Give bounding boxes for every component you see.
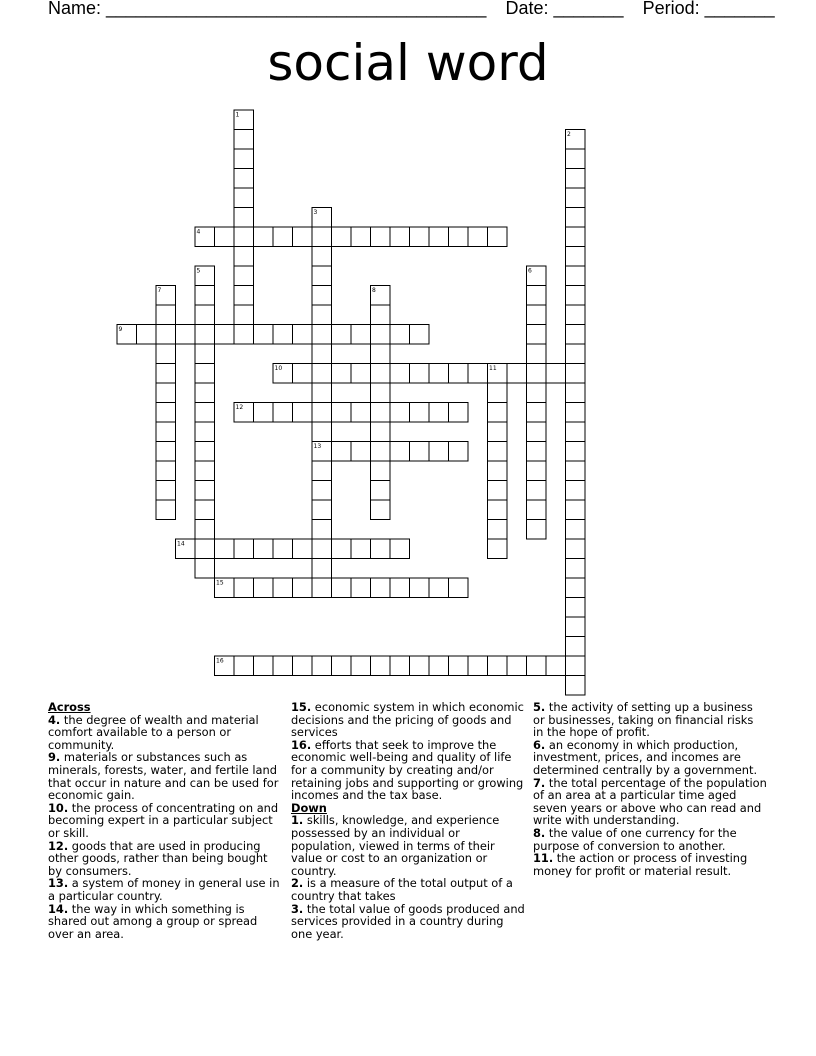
grid-cell[interactable] [371, 403, 391, 423]
clue-text: materials or substances such as minerals, forests, water, and fertile land that occur in nature and can be used for economic gain. [48, 750, 279, 803]
clue-number: 9. [48, 750, 61, 765]
grid-cell[interactable] [312, 539, 332, 559]
grid-cell[interactable] [390, 403, 410, 423]
clue-number: 7. [533, 775, 546, 790]
grid-cell[interactable] [410, 656, 430, 676]
grid-cell[interactable] [566, 598, 586, 618]
grid-cell[interactable] [566, 344, 586, 364]
grid-cell[interactable] [566, 266, 586, 286]
grid-cell[interactable] [410, 578, 430, 598]
clue-16 [291, 739, 525, 802]
grid-cell[interactable] [351, 325, 371, 345]
grid-cell[interactable] [273, 227, 293, 247]
clue-1 [291, 814, 525, 877]
grid-cell[interactable] [312, 422, 332, 442]
clue-number-label: 7 [157, 287, 162, 294]
clue-number-label: 12 [235, 404, 244, 411]
grid-cell[interactable] [273, 656, 293, 676]
clue-14 [48, 903, 282, 941]
grid-cell[interactable] [566, 403, 586, 423]
grid-cell[interactable] [488, 539, 508, 559]
grid-cell[interactable] [488, 383, 508, 403]
grid-cell[interactable] [371, 383, 391, 403]
grid-cell[interactable] [410, 227, 430, 247]
grid-cell[interactable] [156, 344, 176, 364]
grid-cell[interactable] [234, 208, 254, 228]
grid-cell[interactable] [312, 227, 332, 247]
clue-number-label: 16 [216, 657, 224, 665]
grid-cell[interactable] [312, 364, 332, 384]
grid-cell[interactable] [429, 656, 449, 676]
grid-cell[interactable] [312, 247, 332, 267]
grid-cell[interactable] [332, 442, 352, 462]
grid-cell[interactable] [371, 364, 391, 384]
clue-number: 3. [291, 901, 304, 916]
grid-cell[interactable] [449, 227, 469, 247]
across-heading: Across [48, 700, 91, 714]
grid-cell[interactable] [468, 364, 488, 384]
clue-number: 4. [48, 712, 61, 727]
grid-cell[interactable] [429, 578, 449, 598]
grid-cell[interactable] [566, 481, 586, 501]
clues-column-3 [533, 701, 767, 877]
grid-cell[interactable] [312, 403, 332, 423]
grid-cell[interactable] [312, 325, 332, 345]
grid-cell[interactable] [371, 500, 391, 520]
grid-cell[interactable] [195, 559, 215, 579]
clue-number-label: 2 [567, 131, 571, 138]
grid-cell[interactable] [449, 578, 469, 598]
grid-cell[interactable] [234, 656, 254, 676]
grid-cell[interactable] [195, 305, 215, 325]
grid-cell[interactable] [293, 656, 313, 676]
clue-text: a system of money in general use in a particular country. [48, 876, 280, 903]
grid-cell[interactable] [390, 656, 410, 676]
clue-number: 16. [291, 737, 312, 752]
grid-cell[interactable] [234, 266, 254, 286]
grid-cell[interactable] [254, 539, 274, 559]
grid-cell[interactable] [332, 578, 352, 598]
grid-cell[interactable] [234, 286, 254, 306]
clue-11 [533, 852, 767, 877]
grid-cell[interactable] [234, 227, 254, 247]
grid-cell[interactable] [566, 325, 586, 345]
grid-cell[interactable] [527, 520, 547, 540]
grid-cell[interactable] [156, 481, 176, 501]
grid-cell[interactable] [332, 364, 352, 384]
clue-number: 6. [533, 737, 546, 752]
grid-cell[interactable] [215, 227, 235, 247]
grid-cell[interactable] [390, 364, 410, 384]
clues-column-2 [291, 701, 525, 940]
grid-cell[interactable] [527, 500, 547, 520]
grid-cell[interactable] [488, 481, 508, 501]
grid-cell[interactable] [312, 520, 332, 540]
grid-cell[interactable] [332, 325, 352, 345]
clue-text: the process of concentrating on and becoming expert in a particular subject or skill. [48, 800, 279, 840]
clue-number: 1. [291, 813, 304, 828]
clue-number-label: 5 [196, 267, 201, 275]
page-title: social word [267, 34, 549, 92]
clue-number-label: 13 [313, 443, 322, 450]
grid-cell[interactable] [195, 481, 215, 501]
period-field[interactable]: Period: _______ [642, 0, 775, 18]
grid-cell[interactable] [351, 403, 371, 423]
grid-cell[interactable] [254, 656, 274, 676]
grid-cell[interactable] [293, 325, 313, 345]
grid-cell[interactable] [351, 656, 371, 676]
clue-number: 11. [533, 851, 554, 866]
grid-cell[interactable] [546, 364, 566, 384]
grid-cell[interactable] [488, 461, 508, 481]
clue-text: is a measure of the total output of a country that takes [291, 876, 513, 903]
grid-cell[interactable] [527, 344, 547, 364]
grid-cell[interactable] [156, 305, 176, 325]
grid-cell[interactable] [195, 461, 215, 481]
grid-cell[interactable] [273, 403, 293, 423]
grid-cell[interactable] [507, 364, 527, 384]
clue-number: 12. [48, 838, 69, 853]
grid-cell[interactable] [234, 325, 254, 345]
clue-number-label: 10 [274, 365, 283, 372]
grid-cell[interactable] [566, 442, 586, 462]
grid-cell[interactable] [527, 383, 547, 403]
grid-cell[interactable] [137, 325, 157, 345]
clue-3 [291, 903, 525, 941]
clue-2 [291, 877, 525, 902]
grid-cell[interactable] [234, 188, 254, 208]
grid-cell[interactable] [293, 364, 313, 384]
grid-cell[interactable] [312, 656, 332, 676]
grid-cell[interactable] [234, 578, 254, 598]
clue-number-label: 3 [313, 209, 318, 216]
grid-cell[interactable] [312, 559, 332, 579]
grid-cell[interactable] [312, 461, 332, 481]
grid-cell[interactable] [371, 305, 391, 325]
grid-cell[interactable] [215, 325, 235, 345]
grid-cell[interactable] [332, 227, 352, 247]
grid-cell[interactable] [566, 227, 586, 247]
clue-12 [48, 840, 282, 878]
grid-cell[interactable] [468, 227, 488, 247]
grid-cell[interactable] [195, 325, 215, 345]
clue-10 [48, 802, 282, 840]
grid-cell[interactable] [351, 442, 371, 462]
grid-cell[interactable] [312, 305, 332, 325]
grid-cell[interactable] [371, 539, 391, 559]
grid-cell[interactable] [156, 325, 176, 345]
grid-cell[interactable] [488, 227, 508, 247]
grid-cell[interactable] [449, 656, 469, 676]
clue-4 [48, 714, 282, 752]
grid-cell[interactable] [156, 442, 176, 462]
grid-cell[interactable] [234, 305, 254, 325]
grid-cell[interactable] [312, 344, 332, 364]
grid-cell[interactable] [527, 442, 547, 462]
grid-cell[interactable] [195, 286, 215, 306]
clue-number: 13. [48, 876, 69, 891]
grid-cell[interactable] [449, 403, 469, 423]
grid-cell[interactable] [234, 149, 254, 169]
grid-cell[interactable] [195, 383, 215, 403]
grid-cell[interactable] [293, 227, 313, 247]
date-field[interactable]: Date: _______ [505, 0, 624, 18]
clue-number-label: 14 [177, 540, 185, 548]
grid-cell[interactable] [351, 364, 371, 384]
grid-cell[interactable] [527, 325, 547, 345]
grid-cell[interactable] [234, 539, 254, 559]
grid-cell[interactable] [566, 559, 586, 579]
grid-cell[interactable] [351, 578, 371, 598]
grid-cell[interactable] [429, 442, 449, 462]
grid-cell[interactable] [312, 578, 332, 598]
grid-cell[interactable] [332, 403, 352, 423]
grid-cell[interactable] [527, 481, 547, 501]
grid-cell[interactable] [351, 539, 371, 559]
grid-cell[interactable] [566, 305, 586, 325]
grid-cell[interactable] [566, 188, 586, 208]
clue-text: the total percentage of the population of an area at a particular time aged seven years or above who can read and write with understanding. [533, 775, 767, 828]
clue-6 [533, 739, 767, 777]
grid-cell[interactable] [566, 208, 586, 228]
grid-cell[interactable] [566, 637, 586, 657]
clue-text: the total value of goods produced and services provided in a country during one year. [291, 901, 525, 941]
grid-cell[interactable] [234, 169, 254, 189]
grid-cell[interactable] [195, 500, 215, 520]
grid-cell[interactable] [410, 442, 430, 462]
name-field[interactable]: Name: ______________________________________ [48, 0, 487, 18]
grid-cell[interactable] [156, 364, 176, 384]
grid-cell[interactable] [429, 403, 449, 423]
grid-cell[interactable] [488, 442, 508, 462]
grid-cell[interactable] [156, 383, 176, 403]
clue-number-label: 15 [216, 579, 224, 587]
grid-cell[interactable] [332, 539, 352, 559]
clue-number: 2. [291, 876, 304, 891]
grid-cell[interactable] [468, 656, 488, 676]
grid-cell[interactable] [527, 656, 547, 676]
grid-cell[interactable] [527, 286, 547, 306]
grid-cell[interactable] [566, 539, 586, 559]
down-heading: Down [291, 800, 327, 815]
grid-cell[interactable] [566, 676, 586, 696]
grid-cell[interactable] [488, 656, 508, 676]
clue-text: goods that are used in producing other goods, rather than being bought by consumers. [48, 838, 268, 878]
grid-cell[interactable] [254, 403, 274, 423]
grid-cell[interactable] [195, 422, 215, 442]
clue-number-label: 4 [196, 228, 201, 236]
grid-cell[interactable] [566, 578, 586, 598]
grid-cell[interactable] [566, 364, 586, 384]
clue-7 [533, 777, 767, 827]
grid-cell[interactable] [371, 422, 391, 442]
grid-cell[interactable] [566, 500, 586, 520]
clue-text: efforts that seek to improve the economic well-being and quality of life for a community by creating and/or retaining jobs and supporting or growing incomes and the tax base. [291, 737, 524, 803]
clue-number-label: 8 [372, 287, 376, 294]
grid-cell[interactable] [566, 247, 586, 267]
grid-cell[interactable] [449, 442, 469, 462]
grid-cell[interactable] [195, 344, 215, 364]
grid-cell[interactable] [566, 656, 586, 676]
grid-cell[interactable] [234, 130, 254, 150]
grid-cell[interactable] [312, 383, 332, 403]
grid-cell[interactable] [371, 325, 391, 345]
clue-number-label: 9 [118, 326, 123, 333]
clue-number: 5. [533, 700, 546, 714]
grid-cell[interactable] [215, 539, 235, 559]
clue-15 [291, 701, 525, 739]
grid-cell[interactable] [195, 520, 215, 540]
grid-cell[interactable] [254, 578, 274, 598]
grid-cell[interactable] [390, 442, 410, 462]
grid-cell[interactable] [371, 578, 391, 598]
grid-cell[interactable] [254, 325, 274, 345]
grid-cell[interactable] [527, 403, 547, 423]
grid-cell[interactable] [566, 520, 586, 540]
grid-cell[interactable] [273, 325, 293, 345]
grid-cell[interactable] [371, 344, 391, 364]
grid-cell[interactable] [546, 656, 566, 676]
grid-cell[interactable] [488, 500, 508, 520]
grid-cell[interactable] [293, 403, 313, 423]
clue-text: the degree of wealth and material comfort available to a person or community. [48, 712, 259, 752]
grid-cell[interactable] [410, 364, 430, 384]
grid-cell[interactable] [507, 656, 527, 676]
clue-text: the way in which something is shared out among a group or spread over an area. [48, 901, 258, 941]
grid-cell[interactable] [566, 461, 586, 481]
grid-cell[interactable] [312, 266, 332, 286]
grid-cell[interactable] [488, 520, 508, 540]
grid-cell[interactable] [390, 578, 410, 598]
clue-8 [533, 827, 767, 852]
clue-5 [533, 701, 767, 739]
clue-text: economic system in which economic decisions and the pricing of goods and services [291, 700, 524, 740]
grid-cell[interactable] [234, 247, 254, 267]
grid-cell[interactable] [566, 617, 586, 637]
grid-cell[interactable] [527, 461, 547, 481]
grid-cell[interactable] [390, 539, 410, 559]
grid-cell[interactable] [566, 169, 586, 189]
clue-text: an economy in which production, investment, prices, and incomes are determined centrally by a government. [533, 737, 758, 777]
grid-cell[interactable] [566, 422, 586, 442]
clue-number-label: 1 [235, 111, 240, 119]
grid-cell[interactable] [410, 403, 430, 423]
grid-cell[interactable] [195, 403, 215, 423]
grid-cell[interactable] [566, 286, 586, 306]
grid-cell[interactable] [390, 325, 410, 345]
clue-text: the value of one currency for the purpose of conversion to another. [533, 825, 737, 853]
grid-cell[interactable] [488, 422, 508, 442]
clue-13 [48, 877, 282, 902]
grid-cell[interactable] [371, 656, 391, 676]
grid-cell[interactable] [195, 442, 215, 462]
grid-cell[interactable] [410, 325, 430, 345]
grid-cell[interactable] [429, 227, 449, 247]
grid-cell[interactable] [351, 227, 371, 247]
grid-cell[interactable] [566, 149, 586, 169]
clue-text: the activity of setting up a business or businesses, taking on financial risks in the hope of profit. [533, 700, 754, 740]
clue-number: 10. [48, 800, 69, 815]
grid-cell[interactable] [195, 364, 215, 384]
grid-cell[interactable] [293, 539, 313, 559]
grid-cell[interactable] [527, 364, 547, 384]
grid-cell[interactable] [527, 305, 547, 325]
clue-number: 15. [291, 700, 312, 714]
grid-cell[interactable] [273, 539, 293, 559]
grid-cell[interactable] [390, 227, 410, 247]
grid-cell[interactable] [429, 364, 449, 384]
grid-cell[interactable] [273, 578, 293, 598]
grid-cell[interactable] [566, 383, 586, 403]
grid-cell[interactable] [488, 403, 508, 423]
grid-cell[interactable] [312, 481, 332, 501]
grid-cell[interactable] [195, 539, 215, 559]
grid-cell[interactable] [449, 364, 469, 384]
grid-cell[interactable] [332, 656, 352, 676]
grid-cell[interactable] [293, 578, 313, 598]
grid-cell[interactable] [156, 461, 176, 481]
clue-9 [48, 751, 282, 801]
grid-cell[interactable] [156, 403, 176, 423]
clue-number-label: 6 [528, 267, 532, 275]
grid-cell[interactable] [371, 481, 391, 501]
grid-cell[interactable] [176, 325, 196, 345]
grid-cell[interactable] [254, 227, 274, 247]
clue-text: skills, knowledge, and experience possessed by an individual or population, viewed in terms of their value or cost to an organization or country. [291, 813, 500, 878]
grid-cell[interactable] [156, 422, 176, 442]
grid-cell[interactable] [371, 442, 391, 462]
clue-number: 14. [48, 901, 69, 916]
grid-cell[interactable] [312, 286, 332, 306]
clue-text: the action or process of investing money for profit or material result. [533, 851, 748, 878]
grid-cell[interactable] [527, 422, 547, 442]
grid-cell[interactable] [371, 227, 391, 247]
grid-cell[interactable] [156, 500, 176, 520]
grid-cell[interactable] [312, 500, 332, 520]
clue-number-label: 11 [489, 365, 497, 372]
clues-column-1 [48, 701, 282, 940]
clue-number: 8. [533, 825, 546, 840]
grid-cell[interactable] [371, 461, 391, 481]
